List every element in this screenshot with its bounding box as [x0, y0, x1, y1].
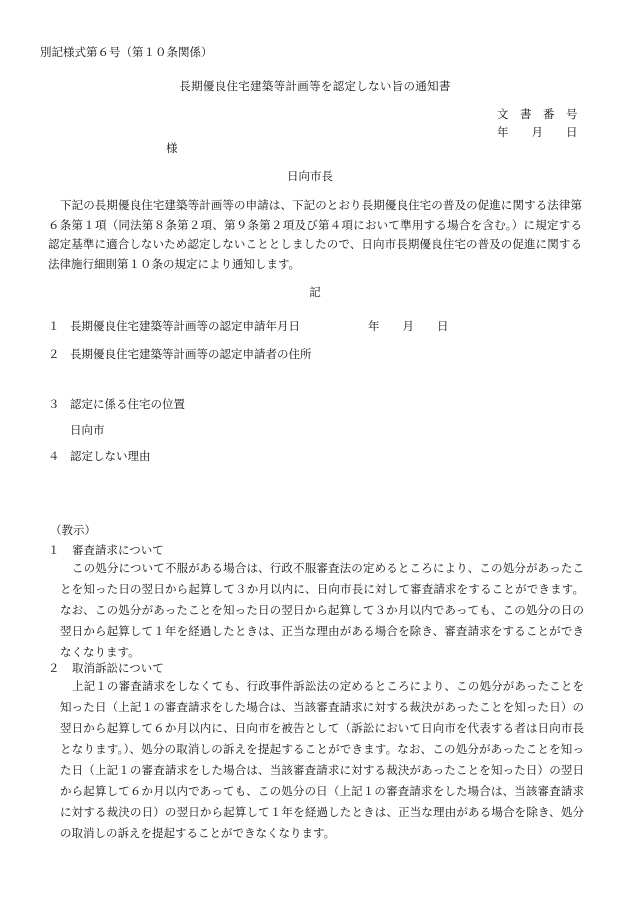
- item-2-number: ２: [48, 347, 60, 361]
- notice-section-1-title: 審査請求について: [72, 543, 164, 557]
- notice-section-2-number: ２: [48, 661, 60, 675]
- issuer-name: 日向市長: [287, 169, 333, 183]
- notice-heading: （教示）: [50, 523, 96, 537]
- item-2-label: 長期優良住宅建築等計画等の認定申請者の住所: [70, 347, 312, 361]
- document-title: 長期優良住宅建築等計画等を認定しない旨の通知書: [179, 79, 451, 93]
- notice-section-2-title: 取消訴訟について: [72, 661, 164, 675]
- document-date-label: 年 月 日: [497, 125, 578, 139]
- item-4-label: 認定しない理由: [70, 449, 151, 463]
- ki-heading: 記: [309, 285, 321, 299]
- addressee-suffix: 様: [166, 141, 178, 155]
- item-3-label: 認定に係る住宅の位置: [70, 397, 185, 411]
- item-3-value: 日向市: [70, 423, 105, 437]
- item-1-value: 年 月 日: [368, 319, 449, 333]
- item-1-number: １: [48, 319, 60, 333]
- notice-section-1-body: この処分について不服がある場合は、行政不服審査法の定めるところにより、この処分があったことを知った日の翌日から起算して３か月以内に、日向市長に対して審査請求をすることができます。なお、この処分があったことを知った日の翌日から起算して３か月以内であっても、この処分の日の翌日から起算して１年を経過したときは、正当な理由がある場合を除き、審査請求をすることができなくなります。: [60, 561, 584, 659]
- intro-paragraph: 下記の長期優良住宅建築等計画等の申請は、下記のとおり長期優良住宅の普及の促進に関する法律第６条第１項（同法第８条第２項、第９条第２項及び第４項において準用する場合を含む。）に規定する認定基準に適合しないため認定しないこととしましたので、日向市長期優良住宅の普及の促進に関する法律施行細則第１０条の規定により通知します。: [48, 198, 582, 271]
- notice-section-1-number: １: [48, 543, 60, 557]
- document-number-label: 文 書 番 号: [497, 107, 578, 121]
- item-3-number: ３: [48, 397, 60, 411]
- notice-section-2-body: 上記１の審査請求をしなくても、行政事件訴訟法の定めるところにより、この処分があったことを知った日（上記１の審査請求をした場合は、当該審査請求に対する裁決があったことを知った日）の翌日から起算して６か月以内に、日向市を被告として（訴訟において日向市を代表する者は日向市長となります。）、処分の取消しの訴えを提起することができます。なお、この処分があったことを知った日（上記１の審査請求をした場合は、当該審査請求に対する裁決があったことを知った日）の翌日から起算して６か月以内であっても、この処分の日（上記１の審査請求をした場合は、当該審査請求に対する裁決の日）の翌日から起算して１年を経過したときは、正当な理由がある場合を除き、処分の取消しの訴えを提起することができなくなります。: [60, 679, 584, 840]
- item-4-number: ４: [48, 449, 60, 463]
- form-number: 別記様式第６号（第１０条関係）: [40, 45, 213, 59]
- item-1-label: 長期優良住宅建築等計画等の認定申請年月日: [70, 319, 300, 333]
